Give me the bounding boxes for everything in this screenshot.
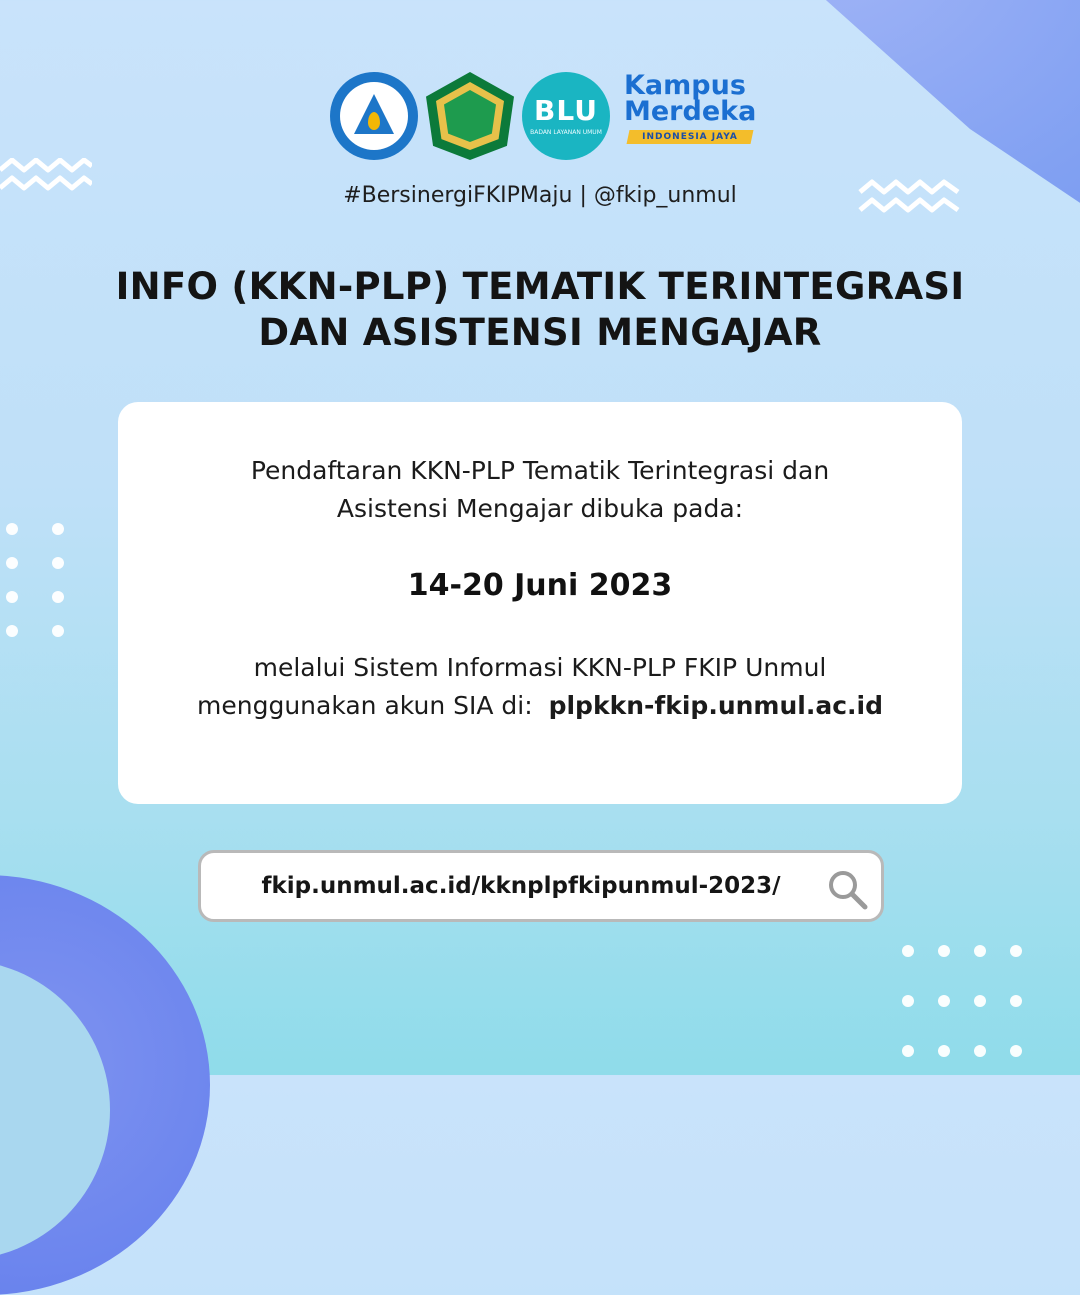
dot bbox=[1010, 1045, 1022, 1057]
kampus-merdeka-logo bbox=[624, 70, 760, 162]
detail-text bbox=[138, 649, 942, 725]
intro-text bbox=[178, 452, 902, 528]
dot bbox=[6, 591, 18, 603]
universitas-mulawarman-logo bbox=[426, 72, 514, 160]
dot bbox=[974, 995, 986, 1007]
dot bbox=[938, 995, 950, 1007]
dot bbox=[6, 557, 18, 569]
info-card bbox=[118, 402, 962, 804]
intro-line-1: Pendaftaran KKN-PLP Tematik Terintegrasi dan bbox=[250, 456, 830, 485]
kampus-merdeka-band-text: INDONESIA JAYA bbox=[642, 132, 738, 142]
logo-row bbox=[330, 70, 760, 162]
dot bbox=[1010, 945, 1022, 957]
dot bbox=[902, 995, 914, 1007]
kampus-merdeka-line2: Merdeka bbox=[624, 96, 757, 127]
dot bbox=[974, 945, 986, 957]
dot-grid-left bbox=[6, 523, 64, 637]
kampus-merdeka-line1: Kampus bbox=[624, 70, 746, 101]
blu-logo-subtext: BADAN LAYANAN UMUM bbox=[530, 128, 602, 136]
url-text[interactable]: fkip.unmul.ac.id/kknplpfkipunmul-2023/ bbox=[261, 873, 781, 899]
dot bbox=[938, 945, 950, 957]
dot bbox=[6, 523, 18, 535]
dot bbox=[902, 945, 914, 957]
dot bbox=[938, 1045, 950, 1057]
registration-date: 14-20 Juni 2023 bbox=[407, 568, 673, 603]
search-icon[interactable] bbox=[825, 867, 869, 911]
blu-logo-text: BLU bbox=[534, 93, 598, 127]
dot bbox=[52, 625, 64, 637]
detail-line-2-prefix: menggunakan akun SIA di: bbox=[197, 691, 533, 720]
url-search-bar[interactable] bbox=[198, 850, 884, 922]
tut-wuri-handayani-logo bbox=[330, 72, 418, 160]
detail-line-2 bbox=[138, 687, 942, 725]
title-line-2: DAN ASISTENSI MENGAJAR bbox=[258, 311, 822, 354]
dot bbox=[974, 1045, 986, 1057]
dot bbox=[52, 523, 64, 535]
kampus-merdeka-band bbox=[627, 130, 754, 144]
dot bbox=[1010, 995, 1022, 1007]
dot bbox=[52, 591, 64, 603]
hashtag-line: #BersinergiFKIPMaju | @fkip_unmul bbox=[343, 183, 737, 208]
sia-link[interactable]: plpkkn-fkip.unmul.ac.id bbox=[548, 691, 883, 720]
title-line-1: INFO (KKN-PLP) TEMATIK TERINTEGRASI bbox=[115, 265, 965, 308]
page-title bbox=[60, 264, 1020, 356]
dot bbox=[52, 557, 64, 569]
dot-grid-right bbox=[902, 945, 1022, 1057]
dot bbox=[6, 625, 18, 637]
intro-line-2: Asistensi Mengajar dibuka pada: bbox=[336, 494, 744, 523]
detail-line-1: melalui Sistem Informasi KKN-PLP FKIP Unmul bbox=[253, 653, 827, 682]
dot bbox=[902, 1045, 914, 1057]
blu-logo bbox=[522, 72, 610, 160]
